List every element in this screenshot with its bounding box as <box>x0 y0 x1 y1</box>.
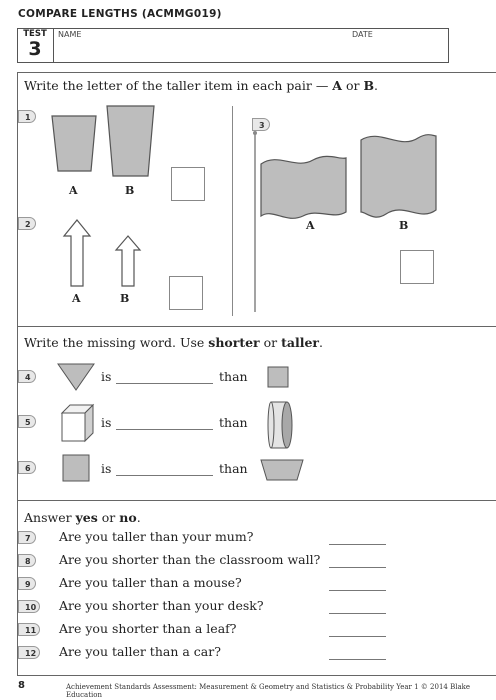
section1-instruction: Write the letter of the taller item in each pair — A or B. <box>24 78 379 93</box>
answer-line-q9[interactable] <box>329 590 386 591</box>
square-shape-icon <box>62 454 92 484</box>
section-divider <box>17 326 496 327</box>
arrow-up-icon <box>116 236 140 286</box>
fill-in-line-q6[interactable] <box>116 475 213 476</box>
section-divider <box>17 500 496 501</box>
question-number-tab: 8 <box>18 554 36 567</box>
question-number-tab: 5 <box>18 415 36 428</box>
question-number-tab: 9 <box>18 577 36 590</box>
option-a-label: A <box>69 184 78 197</box>
test-label: TEST <box>23 29 47 39</box>
question-number-tab: 3 <box>252 118 270 131</box>
column-divider <box>232 106 233 316</box>
option-a-label: A <box>72 292 81 305</box>
option-b-label: B <box>399 219 409 232</box>
question-text: Are you taller than a car? <box>59 644 221 659</box>
answer-line-q7[interactable] <box>329 544 386 545</box>
than-word: than <box>219 415 248 430</box>
question-number-tab: 2 <box>18 217 36 230</box>
is-word: is <box>101 369 112 384</box>
is-word: is <box>101 461 112 476</box>
date-field[interactable] <box>352 38 444 60</box>
question-text: Are you shorter than your desk? <box>59 598 264 613</box>
cube-icon <box>60 403 96 443</box>
date-label: DATE <box>352 30 373 39</box>
triangle-shape-icon <box>56 362 96 392</box>
name-label: NAME <box>58 30 82 39</box>
flag-b-icon <box>361 135 436 217</box>
question-number-tab: 11 <box>18 623 40 636</box>
option-b-label: B <box>125 184 135 197</box>
cylinder-icon <box>267 400 295 450</box>
than-word: than <box>219 369 248 384</box>
is-word: is <box>101 415 112 430</box>
question-number-tab: 7 <box>18 531 36 544</box>
answer-box-q2[interactable] <box>169 276 203 310</box>
question-number-tab: 10 <box>18 600 40 613</box>
section-divider <box>17 675 496 676</box>
than-word: than <box>219 461 248 476</box>
fill-in-line-q4[interactable] <box>116 383 213 384</box>
worksheet-title: COMPARE LENGTHS (ACMMG019) <box>18 8 222 20</box>
flags-illustration <box>248 130 448 315</box>
question-text: Are you taller than your mum? <box>59 529 254 544</box>
question-text: Are you taller than a mouse? <box>59 575 242 590</box>
question-text: Are you shorter than a leaf? <box>59 621 237 636</box>
answer-line-q11[interactable] <box>329 636 386 637</box>
answer-box-q1[interactable] <box>171 167 205 201</box>
name-field[interactable] <box>58 38 348 60</box>
fill-in-line-q5[interactable] <box>116 429 213 430</box>
answer-line-q10[interactable] <box>329 613 386 614</box>
flag-a-icon <box>261 156 346 218</box>
question-number-tab: 1 <box>18 110 36 123</box>
arrows-illustration <box>60 218 150 288</box>
small-square-icon <box>267 366 291 390</box>
test-number: 3 <box>28 38 42 60</box>
question-number-tab: 12 <box>18 646 40 659</box>
footer-text: Achievement Standards Assessment: Measurement & Geometry and Statistics & Probability Year 1 © 2014 Blake Education <box>66 683 471 699</box>
test-cell <box>17 28 54 63</box>
cup-b-icon <box>107 106 154 176</box>
cups-illustration <box>50 104 160 184</box>
arrow-up-icon <box>64 220 90 286</box>
page-number: 8 <box>18 680 25 691</box>
option-a-label: A <box>306 219 315 232</box>
section3-instruction: Answer yes or no. <box>24 510 141 525</box>
answer-line-q12[interactable] <box>329 659 386 660</box>
answer-line-q8[interactable] <box>329 567 386 568</box>
question-text: Are you shorter than the classroom wall? <box>59 552 321 567</box>
question-number-tab: 4 <box>18 370 36 383</box>
question-number-tab: 6 <box>18 461 36 474</box>
answer-box-q3[interactable] <box>400 250 434 284</box>
trapezoid-shape-icon <box>259 458 305 482</box>
section2-instruction: Write the missing word. Use shorter or taller. <box>24 335 324 350</box>
cup-a-icon <box>52 116 96 171</box>
option-b-label: B <box>120 292 130 305</box>
